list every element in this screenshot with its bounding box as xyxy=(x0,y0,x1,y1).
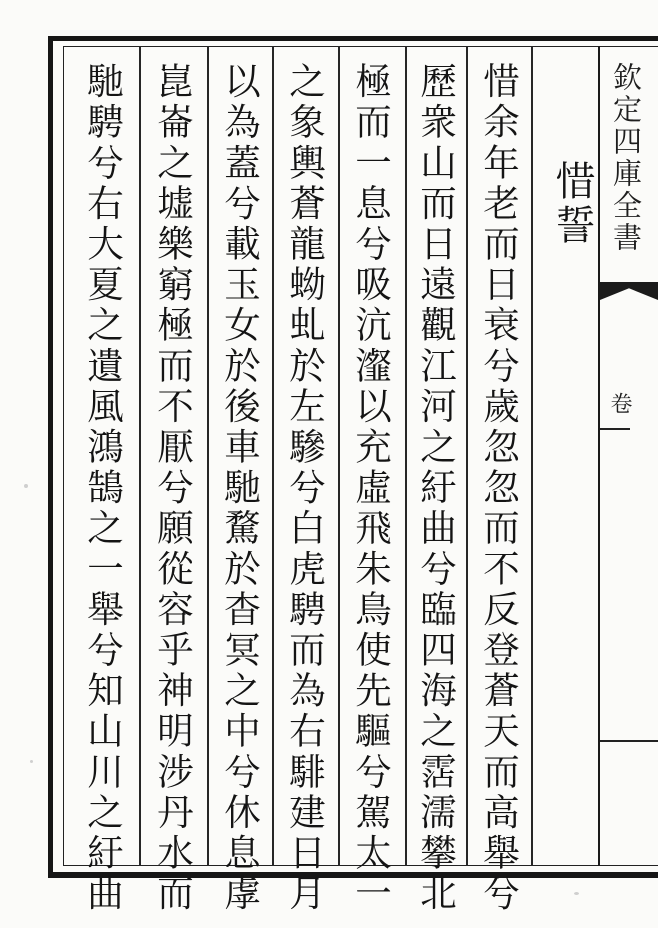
column-rule xyxy=(139,46,141,866)
text-column: 崑崙之墟樂窮極而不厭兮願從容乎神明涉丹水而 xyxy=(151,62,195,915)
text-column: 歷衆山而日遠觀江河之紆曲兮臨四海之霑濡攀北 xyxy=(414,62,458,915)
text-column: 極而一息兮吸沆瀣以充虛飛朱鳥使先驅兮駕太一 xyxy=(349,62,393,915)
scan-speck xyxy=(24,484,28,488)
scan-speck xyxy=(30,760,33,763)
column-rule xyxy=(531,46,533,866)
margin-rule xyxy=(600,428,630,430)
poem-title: 惜誓 xyxy=(549,160,595,248)
text-column: 之象輿蒼龍蚴虬於左驂兮白虎騁而為右騑建日月 xyxy=(283,62,327,915)
column-rule xyxy=(405,46,407,866)
column-rule xyxy=(338,46,340,866)
column-rule xyxy=(207,46,209,866)
column-rule xyxy=(466,46,468,866)
margin-book-title: 欽定四庫全書 xyxy=(609,62,643,254)
scan-speck xyxy=(574,892,579,895)
text-column: 馳騁兮右大夏之遺風鴻鵠之一舉兮知山川之紆曲 xyxy=(81,62,125,915)
column-rule xyxy=(272,46,274,866)
text-column: 以為蓋兮載玉女於後車馳騖於杳冥之中兮休息虖 xyxy=(218,62,262,915)
margin-juan-label: 卷 xyxy=(607,392,632,414)
text-column: 惜余年老而日衰兮歲忽忽而不反登蒼天而高舉兮 xyxy=(477,62,521,915)
margin-rule xyxy=(600,740,658,742)
